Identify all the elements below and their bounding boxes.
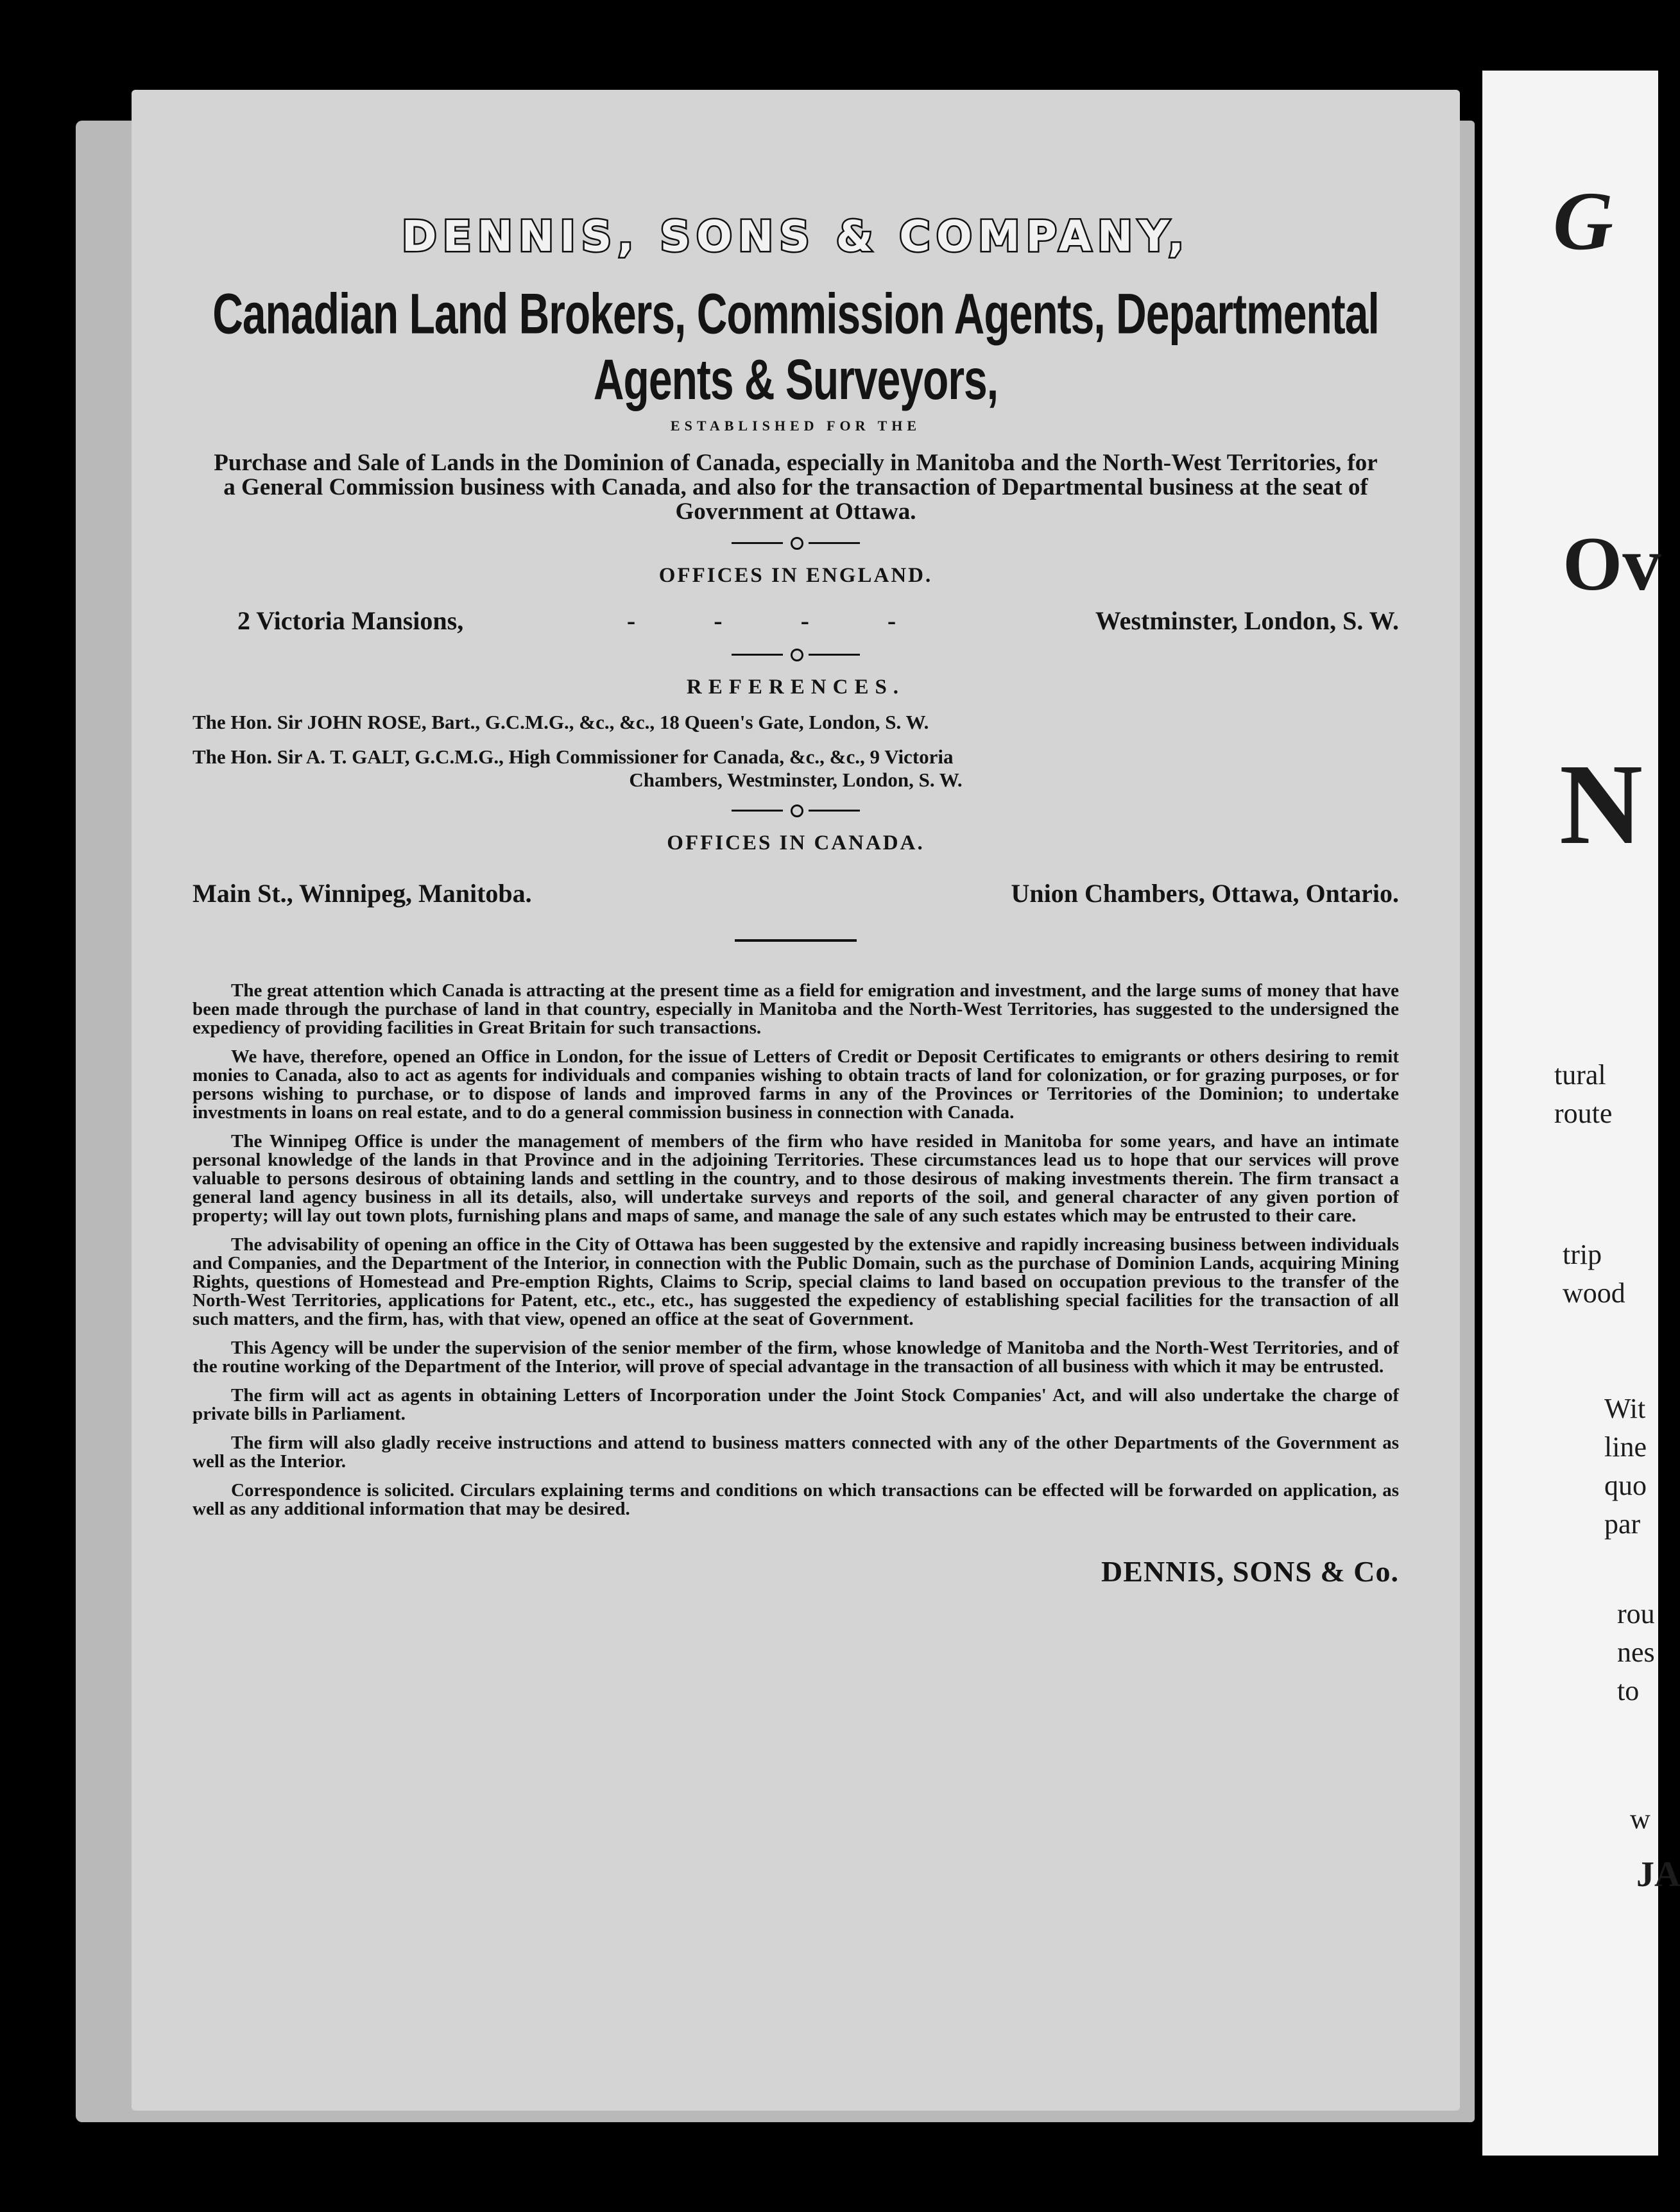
paragraph-5: This Agency will be under the supervision of the senior member of the firm, whose knowledge of Manitoba and the North-West Territories, and of the routine working of the Department of the Interior, will prove of special advantage in the transaction of all business with which it may be entrusted. xyxy=(193,1338,1399,1377)
offices-england-heading: OFFICES IN ENGLAND. xyxy=(658,564,933,587)
ornament-divider xyxy=(732,801,860,820)
advertisement-content xyxy=(193,192,1399,1588)
facing-page-text: to xyxy=(1617,1675,1640,1706)
england-address-left: 2 Victoria Mansions, xyxy=(237,606,464,635)
facing-page-text: tural xyxy=(1554,1059,1606,1091)
body-text xyxy=(193,982,1399,1519)
paragraph-8: Correspondence is solicited. Circulars explaining terms and conditions on which transactions can be effected will be forwarded on application, as well as any additional information that may be desired. xyxy=(193,1480,1399,1519)
facing-page-text: trip xyxy=(1563,1239,1602,1270)
paragraph-3: The Winnipeg Office is under the management of members of the firm who have resided in Manitoba for some years, and have an intimate personal knowledge of the lands in that Province and in the adjoining Territories. These circumstances lead us to hope that our services will prove valuable to persons desirous of obtaining lands and settling in the country, and to those desirous of making investments therein. The firm transact a general land agency business in all its details, also, will undertake surveys and reports of the soil, and general character of any given portion of property; will lay out town plots, furnishing plans and maps of same, and manage the sale of any such estates which may be entrusted to their care. xyxy=(193,1131,1399,1226)
references-heading: REFERENCES. xyxy=(686,676,905,699)
paragraph-2: We have, therefore, opened an Office in London, for the issue of Letters of Credit or Deposit Certificates to emigrants or others desiring to remit monies to Canada, also to act as agents for individuals and companies wishing to obtain tracts of land for colonization, or for grazing purposes, or for persons wishing to purchase, or to dispose of lands and improved farms in any of the Provinces or Territories of the Dominion; to undertake investments in loans on real estate, and to do a general commission business in connection with Canada. xyxy=(193,1046,1399,1123)
facing-page-text: rou xyxy=(1617,1598,1655,1629)
facing-page-text: nes xyxy=(1617,1637,1655,1668)
facing-page-ov: Ov xyxy=(1563,521,1661,606)
reference-galt xyxy=(193,745,1399,792)
paragraph-7: The firm will also gladly receive instructions and attend to business matters connected with any of the other Departments of the Government as well as the Interior. xyxy=(193,1433,1399,1472)
facing-page-text: par xyxy=(1604,1508,1641,1540)
canada-address-right: Union Chambers, Ottawa, Ontario. xyxy=(1011,879,1399,908)
canada-address-left: Main St., Winnipeg, Manitoba. xyxy=(193,879,532,908)
facing-page-text: wood xyxy=(1563,1277,1625,1309)
company-name: DENNIS, SONS & COMPANY, xyxy=(401,212,1190,261)
ornament-divider xyxy=(732,645,860,664)
facing-page-letter-n: N xyxy=(1559,740,1643,868)
company-subtitle: Canadian Land Brokers, Commission Agents, Departmental Agents & Surveyors, xyxy=(212,281,1379,411)
offices-canada-heading: OFFICES IN CANADA. xyxy=(667,831,925,855)
facing-page-text: w xyxy=(1630,1803,1650,1835)
offices-england-address xyxy=(193,606,1399,636)
reference-galt-line1: The Hon. Sir A. T. GALT, G.C.M.G., High Commissioner for Canada, &c., &c., 9 Victoria xyxy=(193,745,954,768)
england-address-right: Westminster, London, S. W. xyxy=(1095,606,1399,635)
ornament-divider xyxy=(732,533,860,552)
facing-page-text: JA xyxy=(1636,1855,1680,1894)
paragraph-1: The great attention which Canada is attracting at the present time as a field for emigration and investment, and the large sums of money that have been made through the purchase of land in that country, especially in Manitoba and the North-West Territories, has suggested to the undersigned the expediency of providing facilities in Great Britain for such transactions. xyxy=(193,980,1399,1038)
purpose-statement: Purchase and Sale of Lands in the Dominion of Canada, especially in Manitoba and the North-West Territories, for a General Commission business with Canada, and also for the transaction of Departmental business at the seat of Government at Ottawa. xyxy=(214,450,1378,525)
facing-page-fragment xyxy=(1482,71,1680,2156)
established-line: ESTABLISHED FOR THE xyxy=(670,418,921,434)
reference-rose: The Hon. Sir JOHN ROSE, Bart., G.C.M.G., &c., &c., 18 Queen's Gate, London, S. W. xyxy=(193,711,929,733)
facing-page-text: route xyxy=(1554,1098,1613,1129)
paragraph-6: The firm will act as agents in obtaining Letters of Incorporation under the Joint Stock Companies' Act, and will also undertake the charge of private bills in Parliament. xyxy=(193,1385,1399,1424)
facing-page-text: quo xyxy=(1604,1470,1647,1501)
signature: DENNIS, SONS & Co. xyxy=(1101,1555,1399,1588)
offices-canada-address xyxy=(193,878,1399,908)
reference-galt-line2: Chambers, Westminster, London, S. W. xyxy=(629,769,963,791)
paragraph-4: The advisability of opening an office in the City of Ottawa has been suggested by the extensive and rapidly increasing business between individuals and Companies, and the Department of the Interior, in connection with the Public Domain, such as the purchase of Dominion Lands, acquiring Mining Rights, questions of Homestead and Pre-emption Rights, Claims to Scrip, special claims to land based on occupation previous to the transfer of the North-West Territories, applications for Patent, etc., etc., etc., has suggested the expediency of establishing special facilities for the transaction of all such matters, and the firm, has, with that view, opened an office at the seat of Government. xyxy=(193,1234,1399,1329)
address-dashes: - - - - xyxy=(626,606,932,635)
facing-page-text: line xyxy=(1604,1431,1647,1463)
section-rule xyxy=(735,939,857,942)
facing-page-letter-g: G xyxy=(1553,175,1613,268)
facing-page-text: Wit xyxy=(1604,1393,1646,1424)
